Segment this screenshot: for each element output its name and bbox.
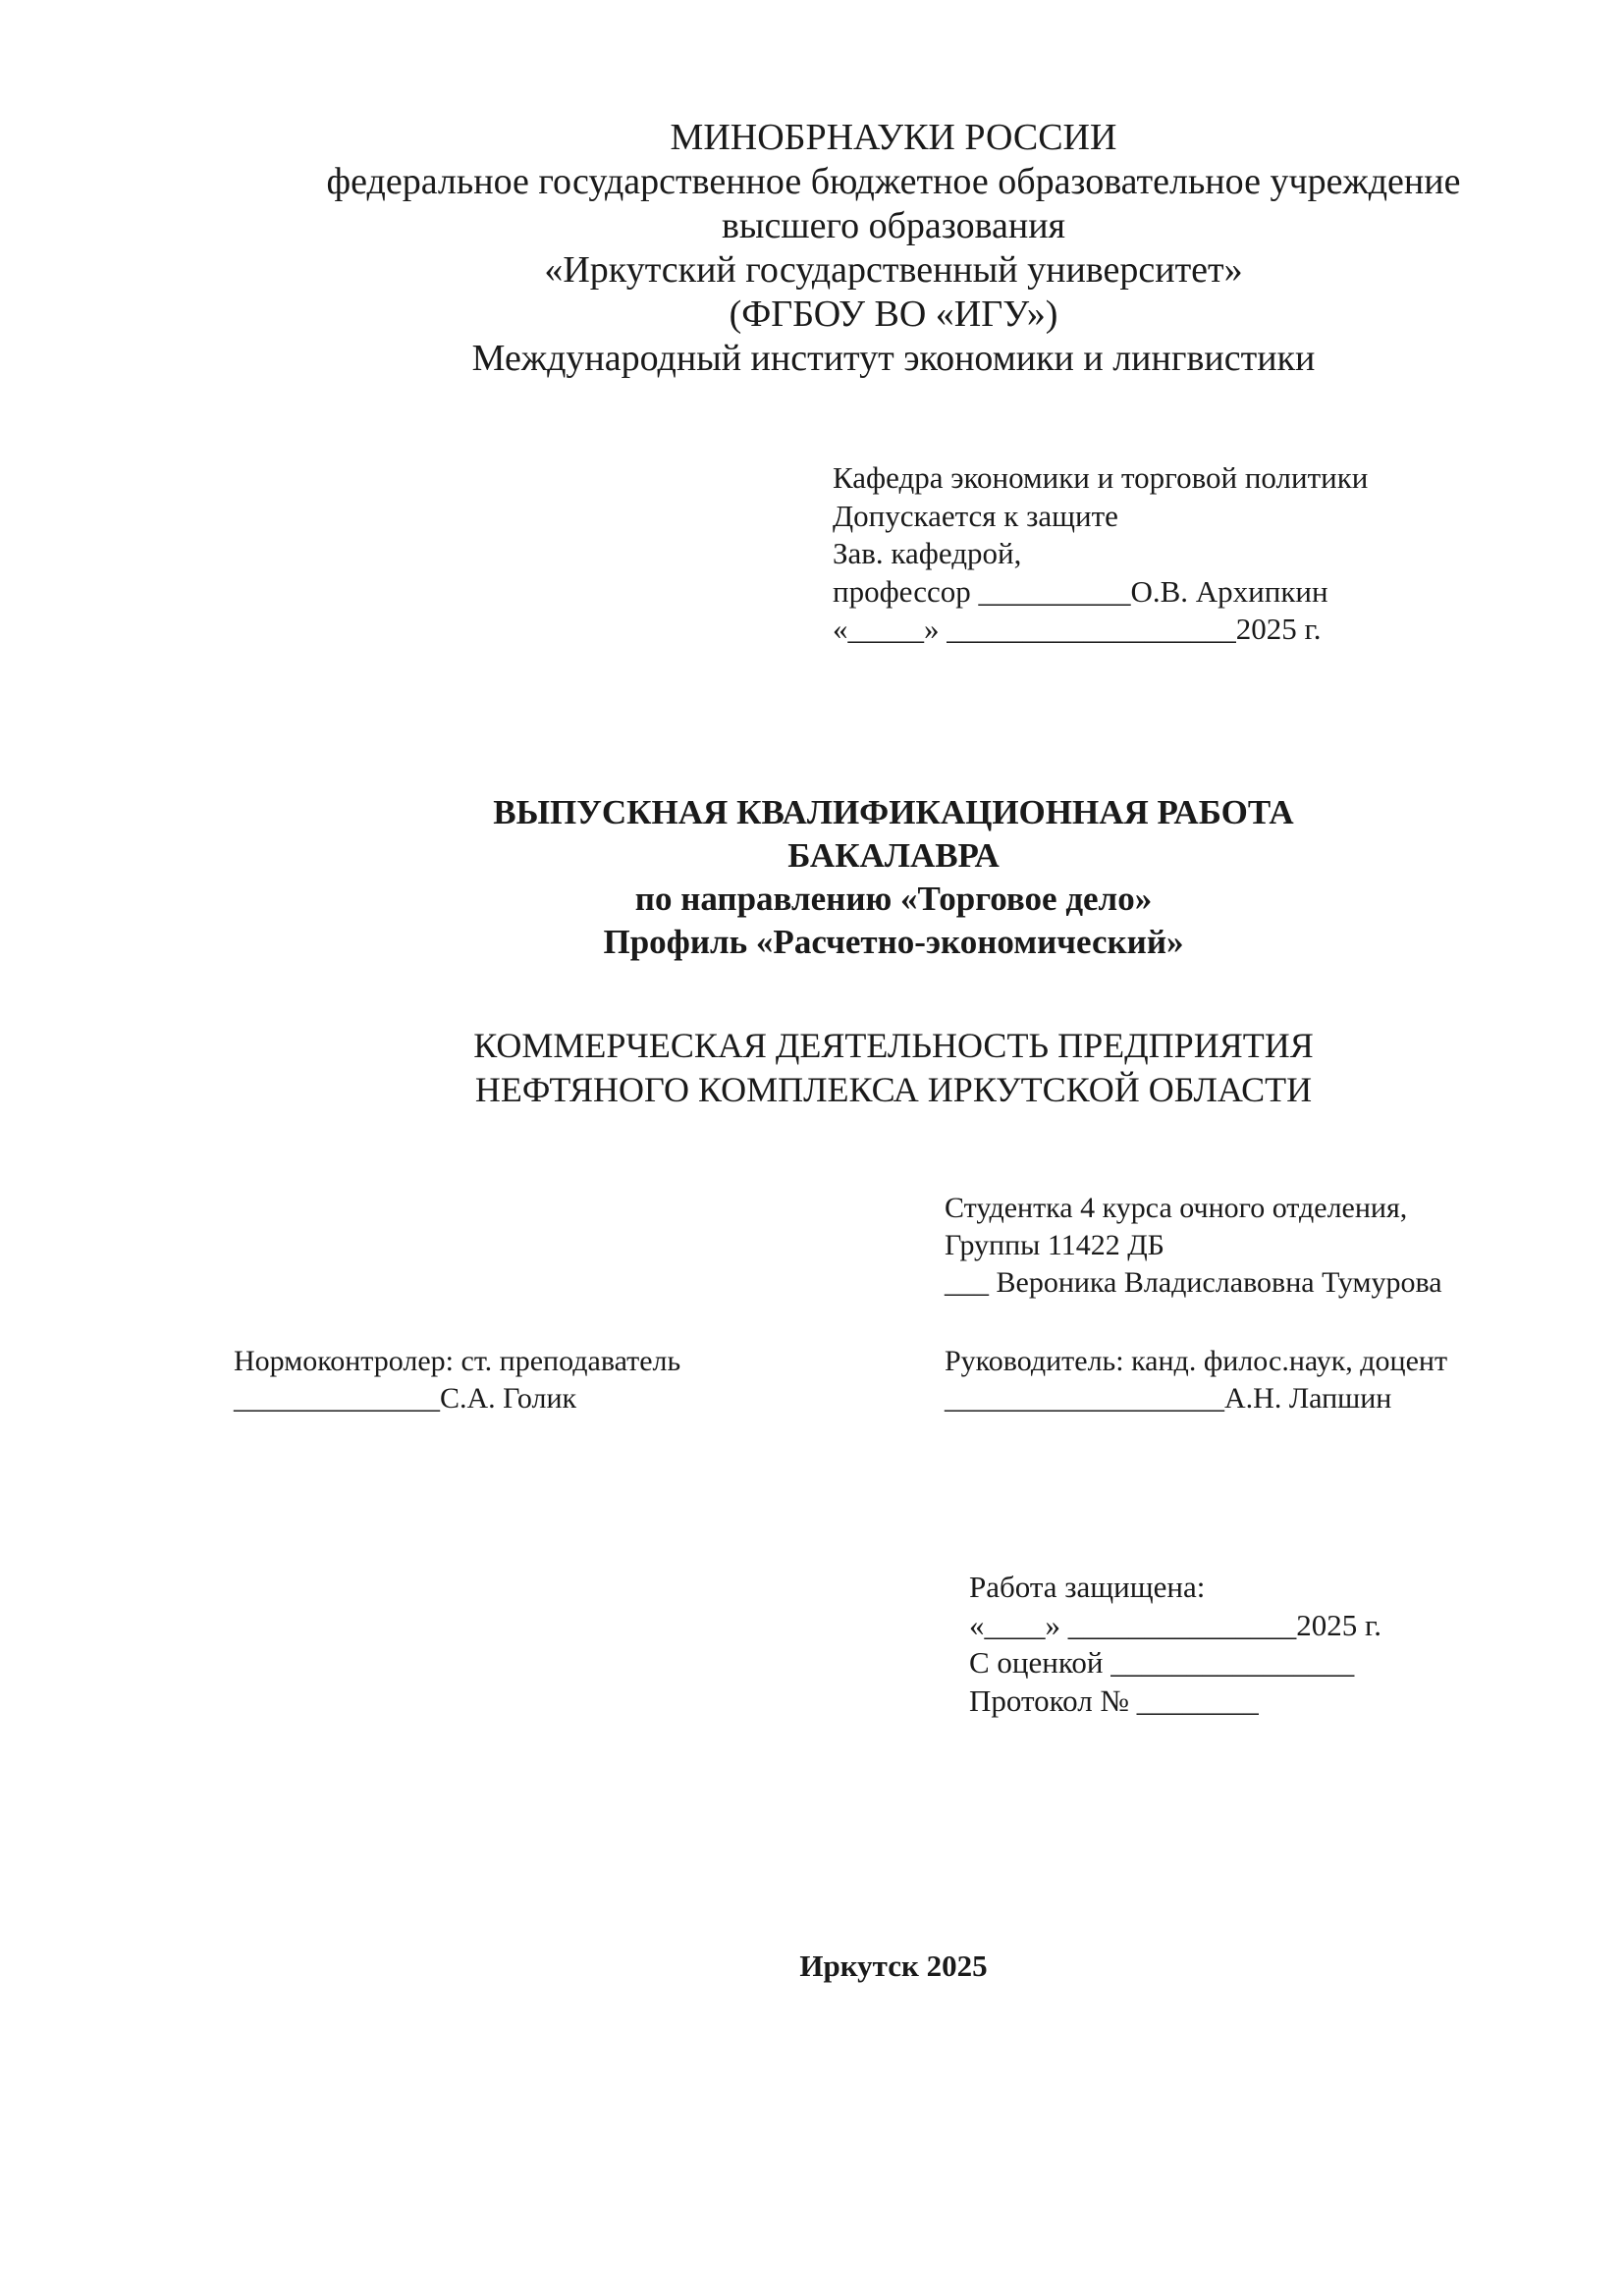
footer — [0, 1948, 1624, 1985]
city-year: Иркутск 2025 — [799, 1949, 988, 1983]
head-title-line: Зав. кафедрой, — [833, 536, 1022, 570]
defense-grade-line: С оценкой ________________ — [969, 1645, 1355, 1680]
normcontrol-title-line: Нормоконтролер: ст. преподаватель — [234, 1345, 681, 1377]
thesis-title — [0, 1024, 1624, 1112]
institute-line: Международный институт экономики и лингвистики — [471, 338, 1316, 379]
university-abbr-line: (ФГБОУ ВО «ИГУ») — [729, 294, 1058, 335]
thesis-title-line-2: НЕФТЯНОГО КОМПЛЕКСА ИРКУТСКОЙ ОБЛАСТИ — [474, 1070, 1313, 1109]
defense-protocol-line: Протокол № ________ — [969, 1682, 1259, 1718]
supervisor-info — [945, 1343, 1447, 1417]
department-approval — [833, 459, 1368, 649]
university-header — [0, 116, 1624, 381]
thesis-title-line-1: КОММЕРЧЕСКАЯ ДЕЯТЕЛЬНОСТЬ ПРЕДПРИЯТИЯ — [473, 1026, 1314, 1065]
normcontrol-signature-line: ______________С.А. Голик — [234, 1382, 577, 1415]
department-name: Кафедра экономики и торговой политики — [833, 460, 1369, 495]
student-name-line: ___ Вероника Владиславовна Тумурова — [945, 1266, 1442, 1299]
university-name-line: «Иркутский государственный университет» — [544, 249, 1243, 291]
work-type — [0, 791, 1624, 964]
student-course-line: Студентка 4 курса очного отделения, — [945, 1192, 1408, 1224]
head-signature-line: профессор __________О.В. Архипкин — [833, 573, 1328, 609]
institution-type-line: федеральное государственное бюджетное образовательное учреждение — [326, 161, 1461, 202]
work-type-line-2: БАКАЛАВРА — [787, 836, 1000, 875]
profile-line: Профиль «Расчетно-экономический» — [603, 923, 1184, 961]
defense-info — [969, 1569, 1381, 1720]
defense-status-line: Работа защищена: — [969, 1570, 1206, 1604]
student-info — [945, 1190, 1442, 1302]
supervisor-title-line: Руководитель: канд. филос.наук, доцент — [945, 1345, 1448, 1377]
supervisor-signature-line: ___________________А.Н. Лапшин — [945, 1382, 1392, 1415]
education-level-line: высшего образования — [721, 205, 1066, 246]
ministry-line: МИНОБРНАУКИ РОССИИ — [670, 117, 1117, 158]
approval-date-line: «_____» ___________________2025 г. — [833, 612, 1322, 646]
normcontrol-info — [234, 1343, 680, 1417]
defense-date-line: «____» _______________2025 г. — [969, 1607, 1381, 1642]
work-type-line-1: ВЫПУСКНАЯ КВАЛИФИКАЦИОННАЯ РАБОТА — [493, 793, 1294, 831]
student-group-line: Группы 11422 ДБ — [945, 1229, 1164, 1261]
direction-line: по направлению «Торговое дело» — [634, 880, 1153, 918]
admission-line: Допускается к защите — [833, 498, 1118, 533]
